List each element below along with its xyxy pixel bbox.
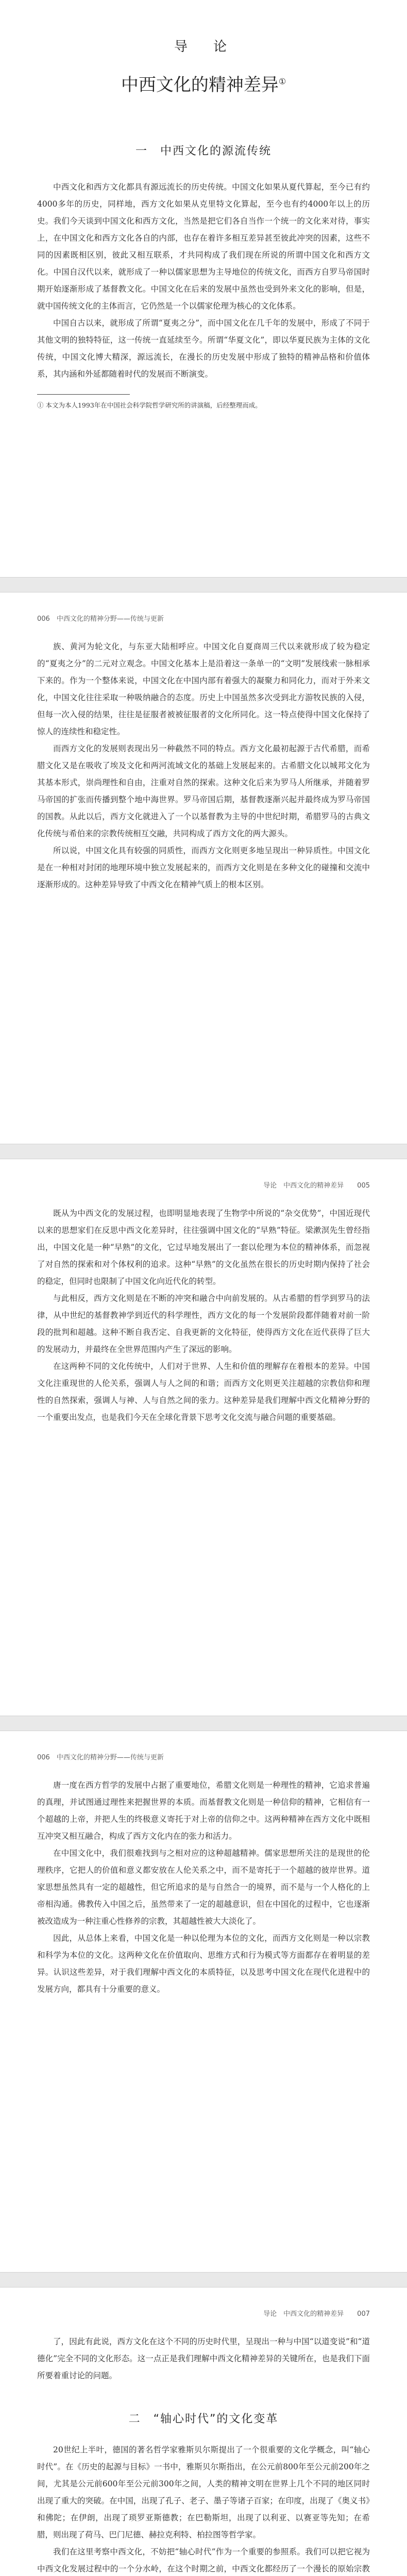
footnote: ① 本文为本人1993年在中国社会科学院哲学研究所的讲演稿，后经整理而成。 xyxy=(37,401,262,409)
book-page-5 xyxy=(0,2287,407,2576)
paragraph: 了，因此有此说，西方文化在这个不同的历史时代里，呈现出一种与中国“以道变说”和“道德化”完全不同的文化形态。这一点正是我们理解中西文化精神差异的关键所在，也是我们下面所要着重讨论的问题。 xyxy=(37,2337,370,2380)
chapter-label: 导 论 xyxy=(174,39,233,55)
paragraph: 20世纪上半叶，德国的著名哲学家雅斯贝尔斯提出了一个很重要的文化学概念，叫“轴心时代”。在《历史的起源与目标》一书中，雅斯贝尔斯指出，在公元前800年至公元前200年之间，尤其是公元前600年至公元前300年之间，人类的精神文明在世界上几个不同的地区同时出现了重大的突破。在中国，出现了孔子、老子、墨子等诸子百家；在印度，出现了《奥义书》和佛陀；在伊朗，出现了琐罗亚斯德教；在巴勒斯坦，出现了以利亚、以赛亚等先知；在希腊，则出现了荷马、巴门尼德、赫拉克利特、柏拉图等哲学家。 xyxy=(37,2445,370,2539)
book-page-4 xyxy=(0,1731,407,2272)
section-heading: 一 中西文化的源流传统 xyxy=(135,145,272,158)
page-gap xyxy=(0,1716,407,1731)
paragraph: 中国自古以来，就形成了所谓“夏夷之分”，而中国文化在几千年的发展中，形成了不同于其他文明的独特特征，这一传统一直延续至今。所谓“华夏文化”，即以华夏民族为主体的文化传统，中国文化博大精深，源远流长，在漫长的历史发展中形成了独特的精神品格和价值体系，其内涵和外延都随着时代的发展而不断演变。 xyxy=(37,318,370,379)
chapter-title-text: 中西文化的精神差异 xyxy=(121,75,279,95)
running-header xyxy=(0,1752,407,1761)
chapter-title xyxy=(0,71,407,96)
running-header-right: 导论 中西文化的精神差异 005 xyxy=(263,1182,370,1190)
paragraph: 中西文化和西方文化都具有源远流长的历史传统。中国文化如果从夏代算起，至今已有约4000多年的历史，同样地，西方文化如果从克里特文化算起，至今也有约4000年以上的历史。我们今天谈到中国文化和西方文化，当然是把它们各自当作一个统一的文化来对待，事实上，在中国文化和西方文化各自的内部，也存在着许多相互差异甚至彼此冲突的因素，这些不同的因素既相区别，彼此又相互联系，才共同构成了我们现在所说的所谓中国文化和西方文化。中国自汉代以来，就形成了一种以儒家思想为主导地位的传统文化，而西方自罗马帝国时期开始逐渐形成了基督教文化。中国文化在后来的发展中虽然也受到外来文化的影响，但是，就中国传统文化的主体而言，它仍然是一个以儒家伦理为核心的文化体系。 xyxy=(37,182,370,311)
title-footnote-mark: ① xyxy=(278,76,286,87)
page-gap xyxy=(0,1144,407,1159)
book-page-1 xyxy=(0,0,407,577)
paragraph: 与此相反，西方文化则是在不断的冲突和融合中向前发展的。从古希腊的哲学到罗马的法律，从中世纪的基督教神学到近代的科学理性，西方文化的每一个发展阶段都伴随着对前一阶段的批判和超越。这种不断自我否定、自我更新的文化特征，使得西方文化在近代获得了巨大的发展动力，并最终在全世界范围内产生了深远的影响。 xyxy=(37,1294,370,1354)
paragraph: 而西方文化的发展则表现出另一种截然不同的特点。西方文化最初起源于古代希腊，而希腊文化又是在吸收了埃及文化和两河流域文化的基础上发展起来的。古希腊文化以城邦文化为其基本形式，崇尚理性和自由，注重对自然的探索。这种文化后来为罗马人所继承，并随着罗马帝国的扩张而传播到整个地中海世界。罗马帝国后期，基督教逐渐兴起并最终成为罗马帝国的国教。从此以后，西方文化就进入了一个以基督教为主导的中世纪时期，希腊罗马的古典文化传统与希伯来的宗教传统相互交融，共同构成了西方文化的两大源头。 xyxy=(37,744,370,838)
paragraph: 族、黄河为轮文化，与东亚大陆相呼应。中国文化自夏商周三代以来就形成了较为稳定的“夏夷之分”的二元对立观念。中国文化基本上是沿着这一条单一的“文明”发展线索一脉相承下来的。作为一个整体来说，中国文化在中国内部有着强大的凝聚力和同化力，而对于外来文化，中国文化往往采取一种吸纳融合的态度。历史上中国虽然多次受到北方游牧民族的入侵，但每一次入侵的结果，往往是征服者被被征服者的文化所同化。这一特点使得中国文化保持了惊人的连续性和稳定性。 xyxy=(37,642,370,736)
paragraph: 因此，从总体上来看，中国文化是一种以伦理为本位的文化，而西方文化则是一种以宗教和科学为本位的文化。这两种文化在价值取向、思维方式和行为模式等方面都存在着明显的差异。认识这些差异，对于我们理解中西文化的本质特征，以及思考中国文化在现代化进程中的发展方向，都具有十分重要的意义。 xyxy=(37,1934,370,1994)
paragraph: 唐一度在西方哲学的发展中占据了重要地位，希腊文化则是一种理性的精神，它追求普遍的真理，并试图通过理性来把握世界的本质。而基督教文化则是一种信仰的精神，它相信有一个超越的上帝，并把人生的终极意义寄托于对上帝的信仰之中。这两种精神在西方文化中既相互冲突又相互融合，构成了西方文化内在的张力和活力。 xyxy=(37,1781,370,1841)
paragraph: 所以说，中国文化具有较强的同质性，而西方文化则更多地呈现出一种异质性。中国文化是在一种相对封闭的地理环境中独立发展起来的，而西方文化则是在多种文化的碰撞和交流中逐渐形成的。这种差异导致了中西文化在精神气质上的根本区别。 xyxy=(37,846,370,889)
page-gap xyxy=(0,577,407,592)
running-header-right: 导论 中西文化的精神差异 007 xyxy=(263,2310,370,2318)
running-header-left: 006 中西文化的精神分野——传统与更新 xyxy=(37,1754,164,1761)
running-header xyxy=(0,2308,407,2318)
book-page-3 xyxy=(0,1159,407,1716)
running-header xyxy=(0,1180,407,1190)
paragraph: 在中国文化中，我们很难找到与之相对应的这种超越精神。儒家思想所关注的是现世的伦理秩序，它把人的价值和意义都安放在人伦关系之中，而不是寄托于一个超越的彼岸世界。道家思想虽然具有一定的超越性，但它所追求的是与自然合一的境界，而不是与一个人格化的上帝相沟通。佛教传入中国之后，虽然带来了一定的超越意识，但在中国化的过程中，它也逐渐被改造成为一种注重心性修养的宗教，其超越性被大大淡化了。 xyxy=(37,1849,370,1926)
section-heading: 二 “轴心时代”的文化变革 xyxy=(128,2413,279,2426)
page-gap xyxy=(0,2272,407,2287)
footnote-divider xyxy=(37,394,130,395)
book-page-2 xyxy=(0,592,407,1144)
paragraph: 既从为中西文化的发展过程，也即明显地表现了生物学中所说的“杂交优势”，中国近现代以来的思想家们在反思中西文化差异时，往往强调中国文化的“早熟”特征。梁漱溟先生曾经指出，中国文化是一种“早熟”的文化，它过早地发展出了一套以伦理为本位的精神体系，而忽视了对自然的探索和对个体权利的追求。这种“早熟”的文化虽然在很长的历史时期内保持了社会的稳定，但同时也限制了中国文化向近代化的转型。 xyxy=(37,1209,370,1286)
paragraph: 在这两种不同的文化传统中，人们对于世界、人生和价值的理解存在着根本的差异。中国文化注重现世的人伦关系，强调人与人之间的和谐；而西方文化则更关注超越的宗教信仰和理性的自然探索，强调人与神、人与自然之间的张力。这种差异是我们理解中西文化精神分野的一个重要出发点，也是我们今天在全球化背景下思考文化交流与融合问题的重要基础。 xyxy=(37,1362,370,1422)
running-header xyxy=(0,613,407,623)
running-header-left: 006 中西文化的精神分野——传统与更新 xyxy=(37,615,164,623)
paragraph: 我们在这里考察中西文化，不妨把“轴心时代”作为一个重要的参照系。我们可以把它视为中西文化发展过程中的一个分水岭，在这个时期之前，中西文化都经历了一个漫长的原始宗教 xyxy=(37,2547,370,2573)
